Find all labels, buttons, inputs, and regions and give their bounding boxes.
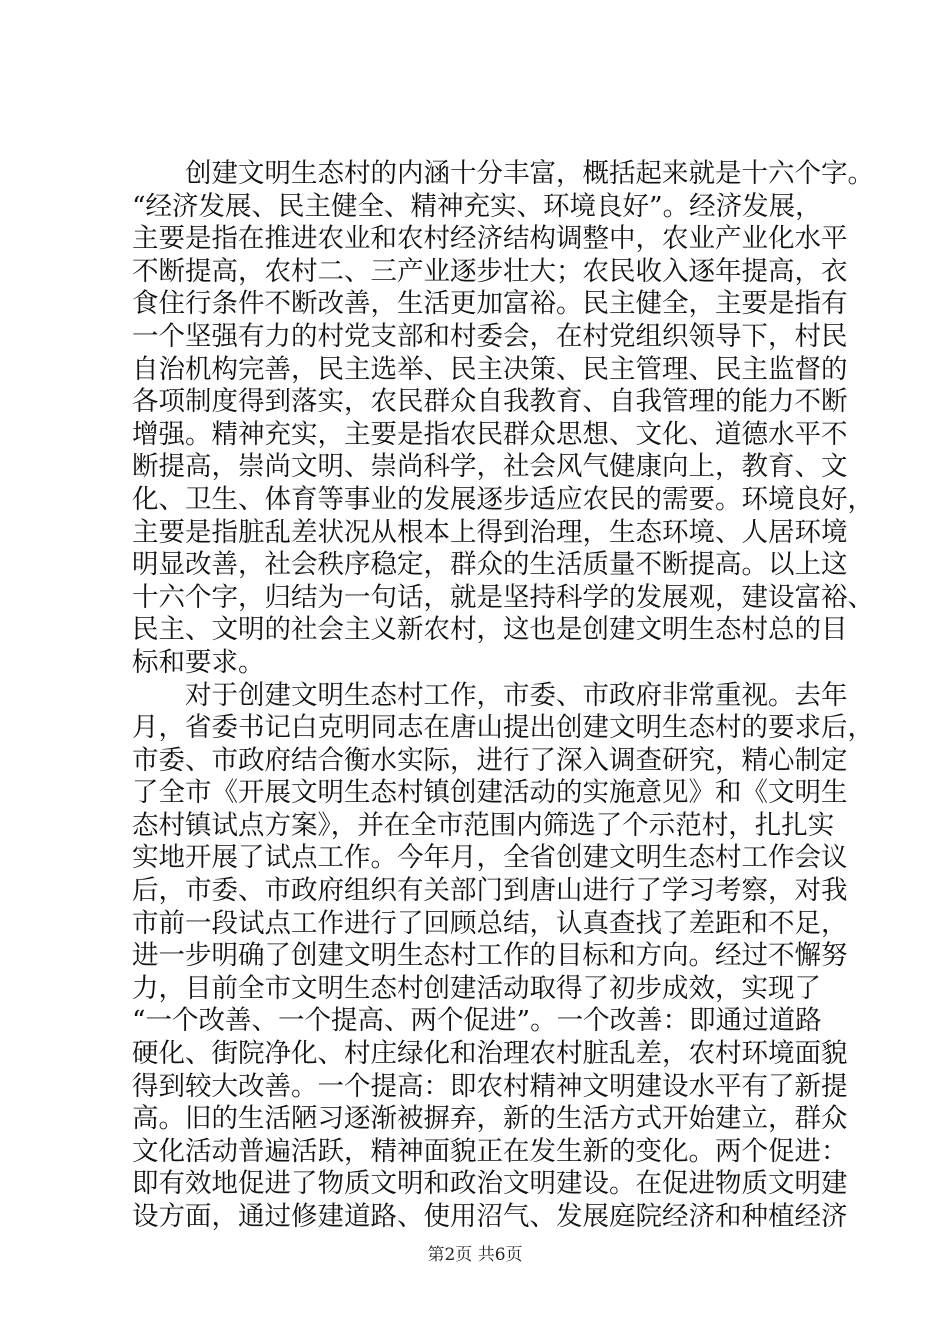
paragraph-1 (132, 158, 874, 680)
text-line: 创建文明生态村的内涵十分丰富，概括起来就是十六个字。 (185, 158, 874, 189)
text-line: 一个坚强有力的村党支部和村委会，在村党组织领导下，村民 (132, 320, 848, 352)
text-line: 文化活动普遍活跃，精神面貌正在发生新的变化。两个促进： (132, 1135, 848, 1167)
text-line: 主要是指脏乱差状况从根本上得到治理，生态环境、人居环境 (132, 516, 848, 548)
text-line: 主要是指在推进农业和农村经济结构调整中，农业产业化水平 (132, 223, 848, 255)
text-line: 力，目前全市文明生态村创建活动取得了初步成效，实现了 (132, 972, 821, 1004)
text-line: 食住行条件不断改善，生活更加富裕。民主健全，主要是指有 (132, 288, 848, 320)
text-line: “一个改善、一个提高、两个促进”。一个改善：即通过道路 (132, 1005, 822, 1037)
text-line: 月，省委书记白克明同志在唐山提出创建文明生态村的要求后， (132, 712, 874, 744)
text-line: 进一步明确了创建文明生态村工作的目标和方向。经过不懈努 (132, 940, 848, 972)
text-line: 民主、文明的社会主义新农村，这也是创建文明生态村总的目 (132, 614, 848, 646)
text-line: 市委、市政府结合衡水实际，进行了深入调查研究，精心制定 (132, 744, 848, 776)
text-line: 得到较大改善。一个提高：即农村精神文明建设水平有了新提 (132, 1070, 848, 1102)
text-line: 实地开展了试点工作。今年月，全省创建文明生态村工作会议 (132, 842, 848, 874)
document-body (132, 158, 874, 1234)
text-line: 化、卫生、体育等事业的发展逐步适应农民的需要。环境良好， (132, 483, 874, 515)
text-line: 自治机构完善，民主选举、民主决策、民主管理、民主监督的 (132, 353, 848, 385)
text-line: 态村镇试点方案》，并在全市范围内筛选了个示范村，扎扎实 (132, 809, 835, 841)
text-line: 断提高，崇尚文明、崇尚科学，社会风气健康向上，教育、文 (132, 451, 848, 483)
text-line: 设方面，通过修建道路、使用沼气、发展庭院经济和种植经济 (132, 1201, 848, 1232)
text-line: 各项制度得到落实，农民群众自我教育、自我管理的能力不断 (132, 386, 848, 418)
text-line: 明显改善，社会秩序稳定，群众的生活质量不断提高。以上这 (132, 549, 848, 581)
text-line: 对于创建文明生态村工作，市委、市政府非常重视。去年 (185, 679, 848, 711)
text-line: 标和要求。 (132, 646, 265, 678)
page-number-footer: 第2页 共6页 (427, 1245, 523, 1265)
text-line: 高。旧的生活陋习逐渐被摒弃，新的生活方式开始建立，群众 (132, 1103, 848, 1135)
text-line: 即有效地促进了物质文明和政治文明建设。在促进物质文明建 (132, 1168, 848, 1200)
text-line: 不断提高，农村二、三产业逐步壮大；农民收入逐年提高，衣 (132, 255, 848, 287)
text-line: 了全市《开展文明生态村镇创建活动的实施意见》和《文明生 (132, 777, 848, 809)
text-line: 市前一段试点工作进行了回顾总结，认真查找了差距和不足， (132, 907, 848, 939)
text-line: 十六个字，归结为一句话，就是坚持科学的发展观，建设富裕、 (132, 581, 874, 613)
text-line: 增强。精神充实，主要是指农民群众思想、文化、道德水平不 (132, 418, 848, 450)
text-line: 后，市委、市政府组织有关部门到唐山进行了学习考察，对我 (132, 875, 848, 907)
paragraph-2 (132, 679, 874, 1234)
text-line: 硬化、街院净化、村庄绿化和治理农村脏乱差，农村环境面貌 (132, 1038, 848, 1070)
text-line: “经济发展、民主健全、精神充实、环境良好”。经济发展， (132, 190, 822, 222)
